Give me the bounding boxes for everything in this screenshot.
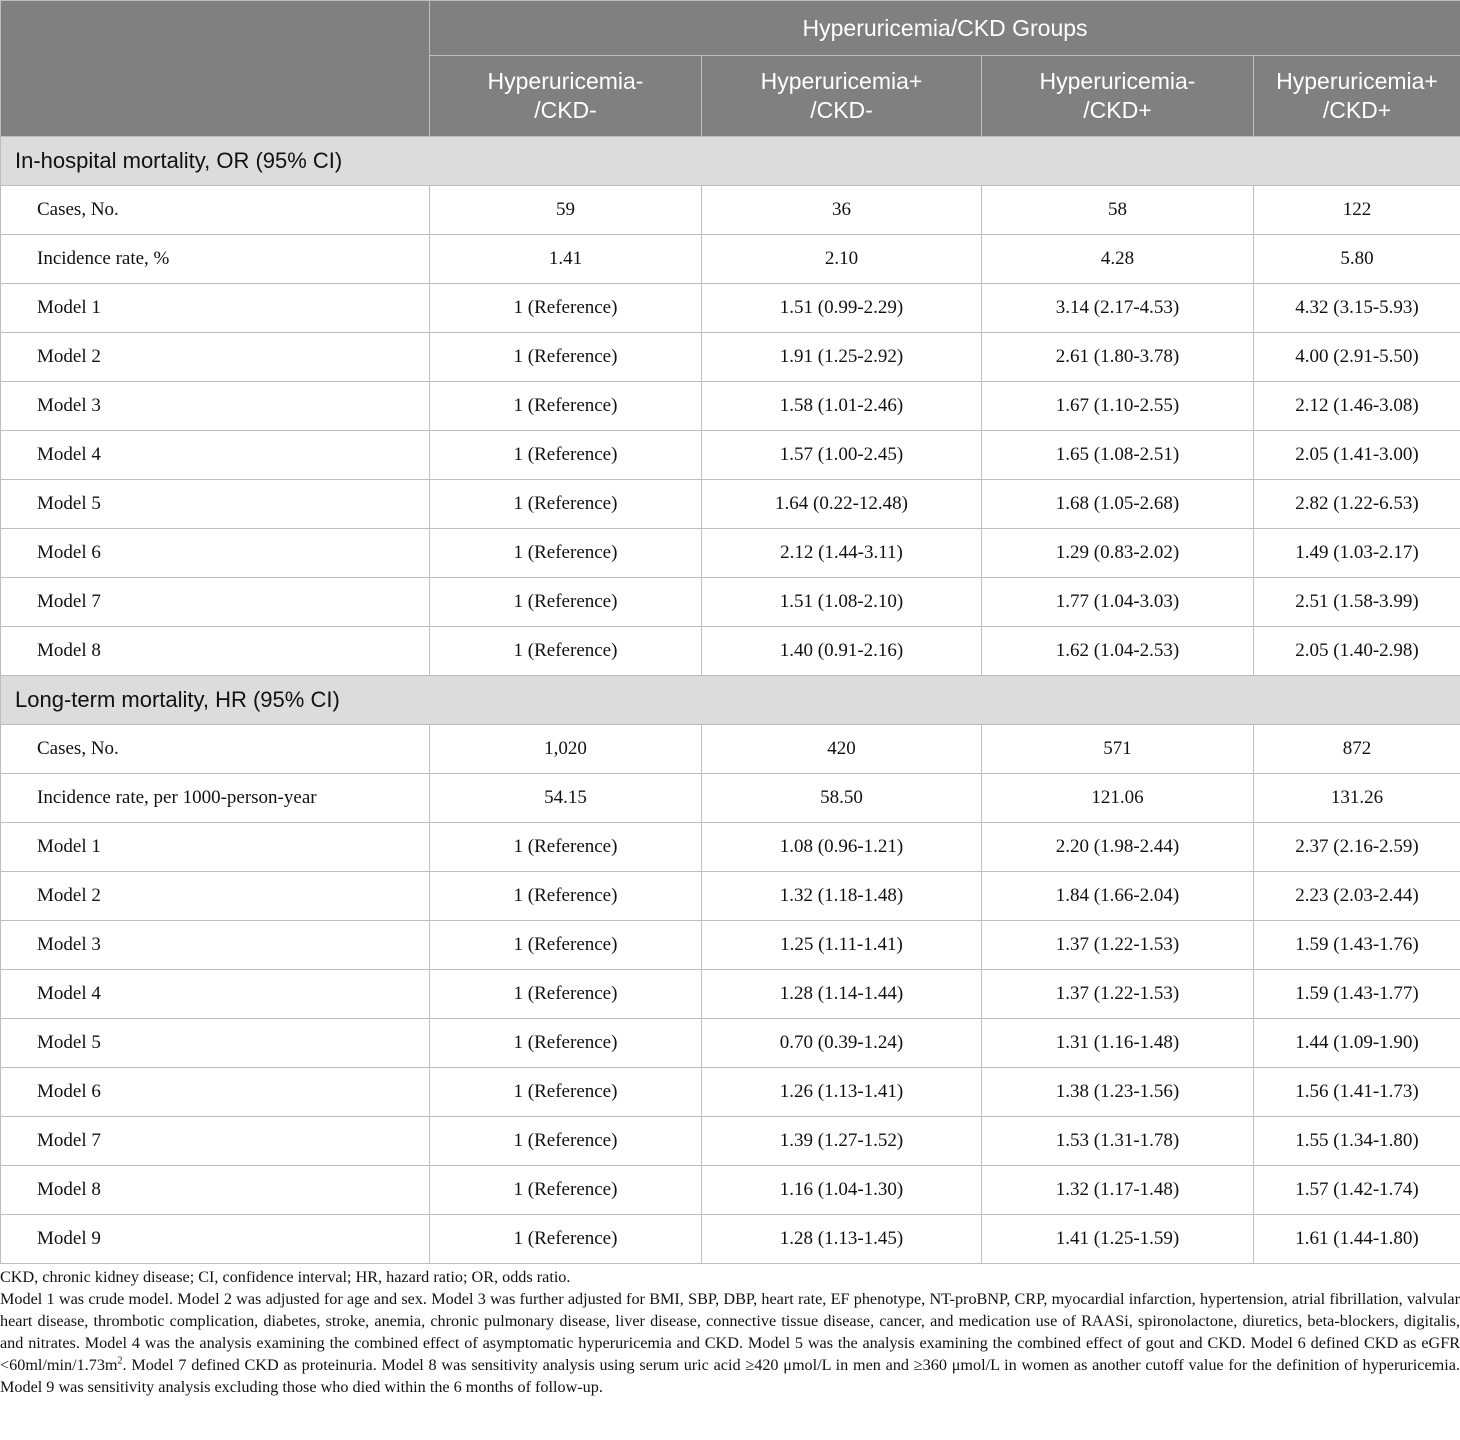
table-cell: 1.55 (1.34-1.80) [1254,1117,1460,1166]
table-cell: 5.80 [1254,235,1460,284]
table-cell: 1 (Reference) [430,823,702,872]
table-cell: 1.26 (1.13-1.41) [702,1068,982,1117]
table-cell: 1.67 (1.10-2.55) [982,382,1254,431]
column-header-hu-neg-ckd-neg: Hyperuricemia- /CKD- [430,56,702,137]
table-cell: 1.91 (1.25-2.92) [702,333,982,382]
table-cell: 4.00 (2.91-5.50) [1254,333,1460,382]
row-label: Model 2 [1,872,430,921]
column-header-hu-pos-ckd-pos: Hyperuricemia+ /CKD+ [1254,56,1460,137]
table-row [1,1117,1460,1166]
table-cell: 36 [702,186,982,235]
table-cell: 1 (Reference) [430,1166,702,1215]
table-cell: 1.32 (1.18-1.48) [702,872,982,921]
row-label: Incidence rate, % [1,235,430,284]
section-title: In-hospital mortality, OR (95% CI) [1,137,1460,186]
table-row [1,480,1460,529]
row-label: Cases, No. [1,725,430,774]
table-row [1,333,1460,382]
row-label: Model 3 [1,921,430,970]
table-cell: 1 (Reference) [430,431,702,480]
table-cell: 1.51 (0.99-2.29) [702,284,982,333]
table-cell: 1.59 (1.43-1.76) [1254,921,1460,970]
table-cell: 571 [982,725,1254,774]
table-cell: 1.49 (1.03-2.17) [1254,529,1460,578]
table-row [1,1068,1460,1117]
table-cell: 1.62 (1.04-2.53) [982,627,1254,676]
table-cell: 1.29 (0.83-2.02) [982,529,1254,578]
table-cell: 1.16 (1.04-1.30) [702,1166,982,1215]
table-cell: 1.59 (1.43-1.77) [1254,970,1460,1019]
table-cell: 58.50 [702,774,982,823]
table-row [1,431,1460,480]
table-cell: 59 [430,186,702,235]
table-cell: 1.64 (0.22-12.48) [702,480,982,529]
table-cell: 1.53 (1.31-1.78) [982,1117,1254,1166]
table-cell: 1.38 (1.23-1.56) [982,1068,1254,1117]
table-row [1,529,1460,578]
table-footnotes [0,1266,1460,1398]
table-cell: 1 (Reference) [430,1068,702,1117]
table-row [1,1019,1460,1068]
table-cell: 1 (Reference) [430,578,702,627]
table-row [1,1166,1460,1215]
table-cell: 1 (Reference) [430,872,702,921]
table-cell: 1 (Reference) [430,480,702,529]
table-cell: 1.41 (1.25-1.59) [982,1215,1254,1264]
column-header-hu-pos-ckd-neg: Hyperuricemia+ /CKD- [702,56,982,137]
table-cell: 1.28 (1.14-1.44) [702,970,982,1019]
table-cell: 1.56 (1.41-1.73) [1254,1068,1460,1117]
table-cell: 420 [702,725,982,774]
table-cell: 4.32 (3.15-5.93) [1254,284,1460,333]
row-label: Model 1 [1,284,430,333]
table-row [1,774,1460,823]
table-cell: 1.44 (1.09-1.90) [1254,1019,1460,1068]
table-cell: 54.15 [430,774,702,823]
table-cell: 1.25 (1.11-1.41) [702,921,982,970]
table-row [1,235,1460,284]
table-cell: 2.12 (1.44-3.11) [702,529,982,578]
table-cell: 2.61 (1.80-3.78) [982,333,1254,382]
table-cell: 2.05 (1.40-2.98) [1254,627,1460,676]
table-cell: 1.57 (1.42-1.74) [1254,1166,1460,1215]
table-cell: 2.37 (2.16-2.59) [1254,823,1460,872]
row-label: Cases, No. [1,186,430,235]
table-cell: 1.37 (1.22-1.53) [982,921,1254,970]
table-cell: 1.51 (1.08-2.10) [702,578,982,627]
row-label: Model 7 [1,1117,430,1166]
row-label: Model 3 [1,382,430,431]
table-cell: 1 (Reference) [430,921,702,970]
table-cell: 1.28 (1.13-1.45) [702,1215,982,1264]
table-cell: 121.06 [982,774,1254,823]
row-label: Model 4 [1,970,430,1019]
table-cell: 1 (Reference) [430,627,702,676]
table-cell: 1.40 (0.91-2.16) [702,627,982,676]
row-label: Model 5 [1,1019,430,1068]
table-cell: 2.82 (1.22-6.53) [1254,480,1460,529]
table-cell: 1.61 (1.44-1.80) [1254,1215,1460,1264]
table-row [1,1215,1460,1264]
row-label: Model 9 [1,1215,430,1264]
table-cell: 1 (Reference) [430,1215,702,1264]
table-row [1,921,1460,970]
table-cell: 1 (Reference) [430,970,702,1019]
table-cell: 1.37 (1.22-1.53) [982,970,1254,1019]
table-cell: 1.32 (1.17-1.48) [982,1166,1254,1215]
table-cell: 1,020 [430,725,702,774]
table-cell: 872 [1254,725,1460,774]
table-cell: 122 [1254,186,1460,235]
table-row [1,627,1460,676]
table-row [1,970,1460,1019]
table-cell: 1 (Reference) [430,382,702,431]
table-cell: 1.68 (1.05-2.68) [982,480,1254,529]
row-label: Model 1 [1,823,430,872]
row-label: Model 6 [1,529,430,578]
table-cell: 1 (Reference) [430,1117,702,1166]
table-cell: 1.57 (1.00-2.45) [702,431,982,480]
table-cell: 1.31 (1.16-1.48) [982,1019,1254,1068]
table-cell: 1.84 (1.66-2.04) [982,872,1254,921]
table-cell: 1.08 (0.96-1.21) [702,823,982,872]
table-cell: 2.51 (1.58-3.99) [1254,578,1460,627]
table-cell: 1.77 (1.04-3.03) [982,578,1254,627]
table-cell: 2.20 (1.98-2.44) [982,823,1254,872]
table-cell: 2.05 (1.41-3.00) [1254,431,1460,480]
table-row [1,872,1460,921]
table-cell: 1.41 [430,235,702,284]
table-row [1,578,1460,627]
table-row [1,186,1460,235]
row-label: Model 5 [1,480,430,529]
group-title: Hyperuricemia/CKD Groups [430,1,1460,56]
row-label: Model 8 [1,627,430,676]
table-body [1,137,1460,1264]
section-header-row [1,676,1460,725]
row-label: Model 6 [1,1068,430,1117]
table-row [1,823,1460,872]
table-cell: 1.58 (1.01-2.46) [702,382,982,431]
table-row [1,725,1460,774]
abbreviations-note: CKD, chronic kidney disease; CI, confidence interval; HR, hazard ratio; OR, odds ratio. [0,1268,571,1286]
row-label: Model 4 [1,431,430,480]
section-header-row [1,137,1460,186]
table-cell: 58 [982,186,1254,235]
table-cell: 2.12 (1.46-3.08) [1254,382,1460,431]
models-note: Model 1 was crude model. Model 2 was adjusted for age and sex. Model 3 was further adjusted for BMI, SBP, DBP, heart rate, EF phenotype, NT-proBNP, CRP, myocardial infarction, hypertension, atrial fibrillation, valvular heart disease, thrombotic complication, diabetes, stroke, anemia, chronic pulmonary disease, liver disease, connective tissue disease, cancer, and medication use of RAASi, spironolactone, diuretics, beta-blockers, digitalis, and nitrates. Model 4 was the analysis examining the combined effect of asymptomatic hyperuricemia and CKD. Model 5 was the analysis examining the combined effect of gout and CKD. Model 6 defined CKD as eGFR $<60ml/\min/1.73m^2$. Model 7 defined CKD as proteinuria. Model 8 was sensitivity analysis using serum uric acid ≥420 μmol/L in men and ≥360 μmol/L in women as another cutoff value for the definition of hyperuricemia. Model 9 was sensitivity analysis excluding those who died within the 6 months of follow-up. [0,1290,1460,1396]
table-cell: 1 (Reference) [430,1019,702,1068]
table-cell: 0.70 (0.39-1.24) [702,1019,982,1068]
row-label: Model 8 [1,1166,430,1215]
table-cell: 1 (Reference) [430,529,702,578]
header-corner-cell [1,1,430,137]
table-cell: 4.28 [982,235,1254,284]
table-cell: 131.26 [1254,774,1460,823]
table-cell: 1 (Reference) [430,333,702,382]
table-cell: 1.65 (1.08-2.51) [982,431,1254,480]
table-cell: 1 (Reference) [430,284,702,333]
table-row [1,284,1460,333]
table-cell: 2.10 [702,235,982,284]
table-cell: 2.23 (2.03-2.44) [1254,872,1460,921]
section-title: Long-term mortality, HR (95% CI) [1,676,1460,725]
row-label: Model 7 [1,578,430,627]
column-header-hu-neg-ckd-pos: Hyperuricemia- /CKD+ [982,56,1254,137]
table-row [1,382,1460,431]
table-cell: 1.39 (1.27-1.52) [702,1117,982,1166]
table-cell: 3.14 (2.17-4.53) [982,284,1254,333]
row-label: Incidence rate, per 1000-person-year [1,774,430,823]
row-label: Model 2 [1,333,430,382]
table-header [1,1,1460,137]
